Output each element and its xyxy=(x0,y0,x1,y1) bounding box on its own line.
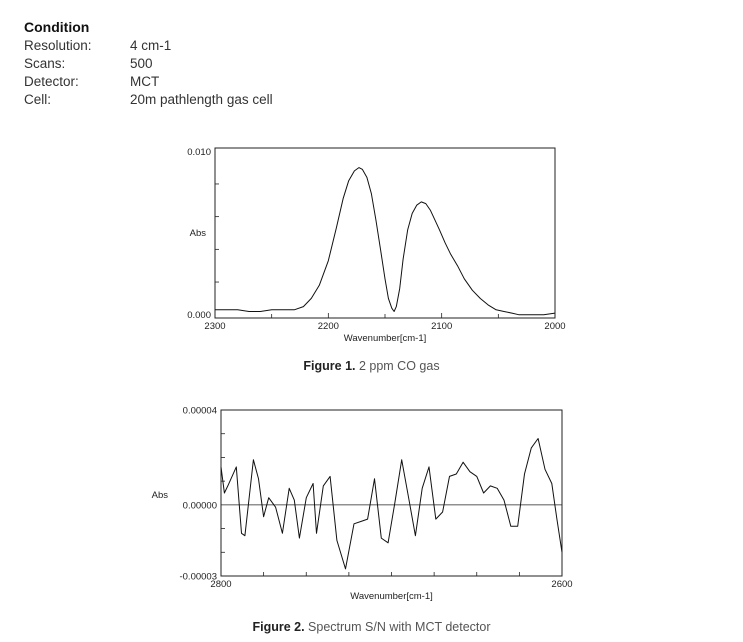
figure2-caption xyxy=(0,620,743,634)
condition-key: Scans: xyxy=(24,56,66,71)
x-tick-label: 2300 xyxy=(204,321,226,332)
x-tick-label: 2600 xyxy=(551,579,573,590)
condition-key: Cell: xyxy=(24,92,52,107)
plot-frame xyxy=(215,148,555,318)
spectrum-line xyxy=(221,439,562,569)
condition-row xyxy=(24,91,273,109)
plot-frame xyxy=(221,410,562,576)
figure2-chart xyxy=(0,402,743,607)
y-tick-label: 0.010 xyxy=(187,146,211,158)
condition-key: Detector: xyxy=(24,74,79,89)
condition-row xyxy=(24,73,273,91)
y-tick-label: 0.00004 xyxy=(182,405,217,417)
condition-title: Condition xyxy=(24,19,90,35)
x-tick-label: 2200 xyxy=(317,321,339,332)
x-tick-label: 2800 xyxy=(210,579,232,590)
figure2-caption-label: Figure 2. xyxy=(252,620,305,634)
x-tick-label: 2100 xyxy=(431,321,453,332)
condition-key: Resolution: xyxy=(24,38,92,53)
x-axis-label: Wavenumber[cm-1] xyxy=(350,591,433,602)
condition-value: 20m pathlength gas cell xyxy=(130,92,273,107)
spectrum-line xyxy=(215,168,555,315)
x-tick-label: 2000 xyxy=(544,321,566,332)
y-axis-label: Abs xyxy=(151,490,168,501)
condition-block xyxy=(24,19,273,109)
figure1-caption-text: 2 ppm CO gas xyxy=(355,359,440,373)
y-axis-label: Abs xyxy=(189,228,206,239)
condition-value: 4 cm-1 xyxy=(130,38,172,53)
condition-row xyxy=(24,55,273,73)
figure1-caption-label: Figure 1. xyxy=(303,359,356,373)
y-tick-label: -0.00003 xyxy=(179,571,217,583)
condition-value: MCT xyxy=(130,74,160,89)
x-axis-label: Wavenumber[cm-1] xyxy=(343,333,427,344)
figure2-caption-text: Spectrum S/N with MCT detector xyxy=(304,620,491,634)
figure1-caption xyxy=(0,359,743,373)
condition-value: 500 xyxy=(130,56,153,71)
figure1-chart xyxy=(0,140,743,355)
y-tick-label: 0.00000 xyxy=(182,500,217,512)
y-tick-label: 0.000 xyxy=(187,310,211,322)
condition-row xyxy=(24,37,273,55)
